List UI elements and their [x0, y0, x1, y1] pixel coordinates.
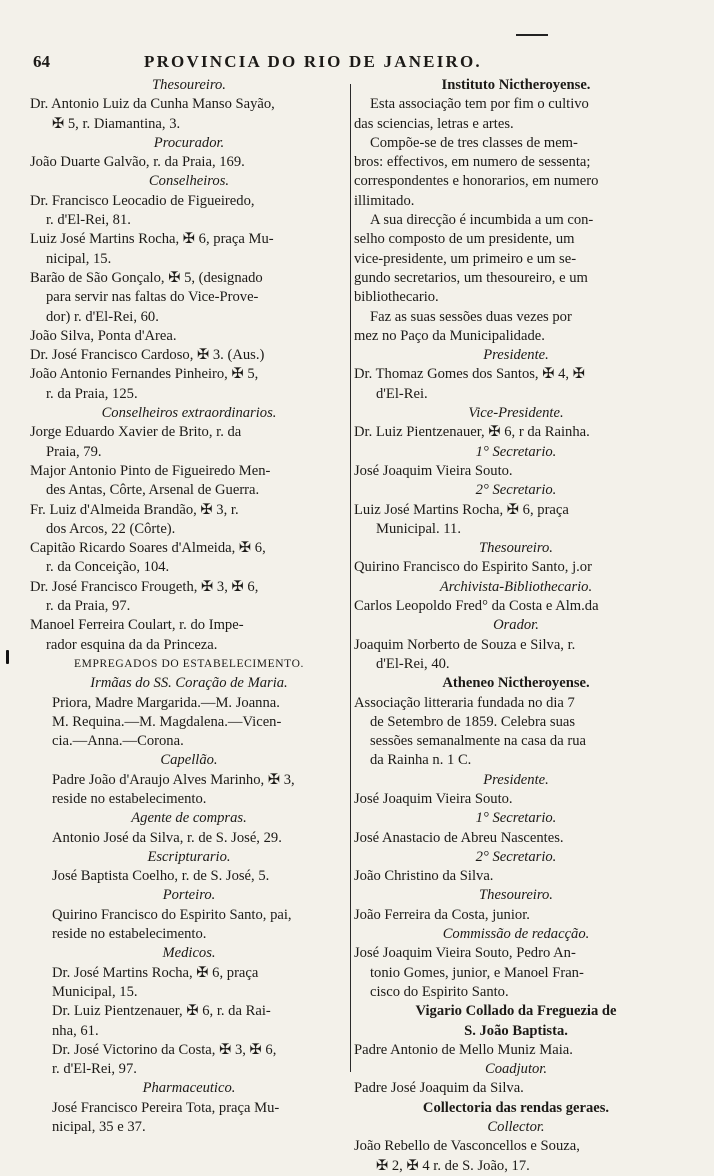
text-line: Medicos. [162, 945, 216, 962]
text-line: Thesoureiro. [479, 887, 553, 904]
text-line: Dr. José Francisco Cardoso, ✠ 3. (Aus.) [30, 347, 265, 364]
text-line: Dr. Thomaz Gomes dos Santos, ✠ 4, ✠ [354, 366, 585, 383]
text-line: Jorge Eduardo Xavier de Brito, r. da [30, 424, 242, 441]
text-line: Priora, Madre Margarida.—M. Joanna. [52, 694, 280, 711]
text-line: Quirino Francisco do Espirito Santo, j.or [354, 559, 592, 576]
page-header [0, 52, 714, 74]
text-line: Collectoria das rendas geraes. [422, 1099, 610, 1116]
text-line: Joaquim Norberto de Souza e Silva, r. [354, 636, 576, 653]
text-line: Padre João d'Araujo Alves Marinho, ✠ 3, [52, 771, 295, 788]
text-line: Atheneo Nictheroyense. [442, 675, 590, 692]
header-dash-mark [516, 34, 548, 36]
text-line: 2° Secretario. [475, 848, 557, 865]
text-line: r. da Praia, 97. [46, 598, 131, 615]
text-line: Esta associação tem por fim o cultivo [370, 96, 589, 113]
text-line: tonio Gomes, junior, e Manoel Fran- [370, 964, 584, 981]
text-line: Thesoureiro. [152, 77, 226, 93]
text-line: José Francisco Pereira Tota, praça Mu- [52, 1099, 280, 1116]
text-line: Fr. Luiz d'Almeida Brandão, ✠ 3, r. [30, 501, 239, 518]
text-line: das sciencias, letras e artes. [354, 115, 514, 132]
text-line: João Silva, Ponta d'Area. [30, 327, 177, 344]
text-line: Conselheiros. [148, 173, 230, 190]
text-line: r. da Conceição, 104. [46, 559, 170, 576]
text-line: Dr. José Martins Rocha, ✠ 6, praça [52, 964, 259, 981]
text-line: S. João Baptista. [464, 1022, 568, 1039]
page-number: 64 [33, 52, 50, 71]
text-line: Dr. José Victorino da Costa, ✠ 3, ✠ 6, [52, 1041, 277, 1058]
text-line: A sua direcção é incumbida a um con- [370, 212, 594, 229]
text-line: Commissão de redacção. [442, 926, 590, 943]
text-line: mez no Paço da Municipalidade. [354, 327, 545, 344]
text-line: Capitão Ricardo Soares d'Almeida, ✠ 6, [30, 540, 266, 557]
text-line: 1° Secretario. [475, 443, 557, 460]
text-line: Capellão. [160, 752, 218, 769]
text-line: Pharmaceutico. [142, 1080, 236, 1097]
left-column [30, 76, 348, 1137]
text-line: correspondentes e honorarios, em numero [354, 173, 599, 190]
text-line: José Joaquim Vieira Souto. [354, 790, 513, 807]
text-line: Faz as suas sessões duas vezes por [370, 308, 572, 325]
text-line: José Baptista Coelho, r. de S. José, 5. [52, 868, 270, 885]
text-line: José Joaquim Vieira Souto. [354, 462, 513, 479]
text-line: cia.—Anna.—Corona. [52, 733, 184, 750]
text-line: Municipal. 11. [376, 520, 461, 537]
text-line: Agente de compras. [131, 810, 247, 827]
text-line: nicipal, 15. [46, 250, 112, 267]
text-line: Praia, 79. [46, 443, 102, 460]
text-line: Luiz José Martins Rocha, ✠ 6, praça [354, 501, 569, 518]
text-line: de Setembro de 1859. Celebra suas [370, 713, 576, 730]
text-line: Orador. [493, 617, 539, 634]
text-line: Archivista-Bibliothecario. [439, 578, 593, 595]
text-line: Vice-Presidente. [468, 405, 564, 422]
text-line: Porteiro. [162, 887, 216, 904]
text-line: 1° Secretario. [475, 810, 557, 827]
column-divider [350, 84, 351, 1072]
text-line: João Duarte Galvão, r. da Praia, 169. [30, 154, 245, 171]
text-line: Dr. Luiz Pientzenauer, ✠ 6, r da Rainha. [354, 424, 590, 441]
text-line: d'El-Rei, 40. [376, 655, 450, 672]
text-line: Conselheiros extraordinarios. [101, 405, 277, 422]
text-line: rador esquina da da Princeza. [46, 636, 218, 653]
text-line: cisco do Espirito Santo. [370, 983, 509, 1000]
text-line: d'El-Rei. [376, 385, 428, 402]
text-line: Coadjutor. [484, 1061, 548, 1078]
text-line: r. da Praia, 125. [46, 385, 138, 402]
text-line: Associação litteraria fundada no dia 7 [354, 694, 575, 711]
text-line: ✠ 2, ✠ 4 r. de S. João, 17. [376, 1157, 530, 1174]
right-column [354, 76, 678, 1176]
text-line: João Antonio Fernandes Pinheiro, ✠ 5, [30, 366, 259, 383]
text-line: nha, 61. [52, 1022, 99, 1039]
text-line: Dr. Antonio Luiz da Cunha Manso Sayão, [30, 96, 275, 113]
text-line: r. d'El-Rei, 97. [52, 1061, 137, 1078]
text-line: para servir nas faltas do Vice-Prove- [46, 289, 259, 306]
text-line: Escripturario. [147, 848, 231, 865]
text-line: José Anastacio de Abreu Nascentes. [354, 829, 564, 846]
text-line: illimitado. [354, 192, 415, 209]
text-line: vice-presidente, um primeiro e um se- [354, 250, 577, 267]
text-line: Carlos Leopoldo Fred° da Costa e Alm.da [354, 598, 599, 615]
text-line: Thesoureiro. [479, 540, 553, 557]
text-line: Vigario Collado da Freguezia de [415, 1003, 617, 1020]
margin-ink-mark [6, 650, 9, 664]
running-title: PROVINCIA DO RIO DE JANEIRO. [144, 52, 482, 71]
text-line: Major Antonio Pinto de Figueiredo Men- [30, 462, 271, 479]
text-line: EMPREGADOS DO ESTABELECIMENTO. [74, 657, 304, 670]
text-line: M. Requina.—M. Magdalena.—Vicen- [52, 713, 282, 730]
text-line: Dr. José Francisco Frougeth, ✠ 3, ✠ 6, [30, 578, 259, 595]
text-line: João Rebello de Vasconcellos e Souza, [354, 1138, 580, 1155]
text-line: Quirino Francisco do Espirito Santo, pai, [52, 906, 292, 923]
text-line: bibliothecario. [354, 289, 439, 306]
text-line: Manoel Ferreira Coulart, r. do Impe- [30, 617, 244, 634]
text-line: Municipal, 15. [52, 983, 138, 1000]
text-line: Dr. Luiz Pientzenauer, ✠ 6, r. da Rai- [52, 1003, 271, 1020]
text-line: Barão de São Gonçalo, ✠ 5, (designado [30, 269, 263, 286]
text-line: r. d'El-Rei, 81. [46, 212, 131, 229]
text-line: des Antas, Côrte, Arsenal de Guerra. [46, 482, 260, 499]
text-line: João Christino da Silva. [354, 868, 494, 885]
text-line: reside no estabelecimento. [52, 790, 207, 807]
text-line: Presidente. [483, 771, 549, 788]
text-line: Padre Antonio de Mello Muniz Maia. [354, 1041, 573, 1058]
text-line: Antonio José da Silva, r. de S. José, 29. [52, 829, 282, 846]
text-line: Compõe-se de tres classes de mem- [370, 134, 578, 151]
text-line: Collector. [487, 1119, 545, 1136]
text-line: Presidente. [483, 347, 549, 364]
text-line: Procurador. [153, 134, 225, 151]
text-line: 2° Secretario. [475, 482, 557, 499]
text-line: João Ferreira da Costa, junior. [354, 906, 530, 923]
text-line: da Rainha n. 1 C. [370, 752, 472, 769]
text-line: selho composto de um presidente, um [354, 231, 575, 248]
text-line: Padre José Joaquim da Silva. [354, 1080, 524, 1097]
text-line: ✠ 5, r. Diamantina, 3. [52, 115, 181, 132]
text-line: Luiz José Martins Rocha, ✠ 6, praça Mu- [30, 231, 274, 248]
text-line: reside no estabelecimento. [52, 926, 207, 943]
text-line: gundo secretarios, um thesoureiro, e um [354, 269, 588, 286]
text-line: Instituto Nictheroyense. [441, 77, 591, 93]
text-line: dor) r. d'El-Rei, 60. [46, 308, 159, 325]
text-line: nicipal, 35 e 37. [52, 1119, 146, 1136]
text-line: sessões semanalmente na casa da rua [370, 733, 586, 750]
text-line: Irmãas do SS. Coração de Maria. [90, 675, 288, 692]
text-line: dos Arcos, 22 (Côrte). [46, 520, 176, 537]
text-line: José Joaquim Vieira Souto, Pedro An- [354, 945, 576, 962]
text-line: bros: effectivos, em numero de sessenta; [354, 154, 591, 171]
text-line: Dr. Francisco Leocadio de Figueiredo, [30, 192, 255, 209]
